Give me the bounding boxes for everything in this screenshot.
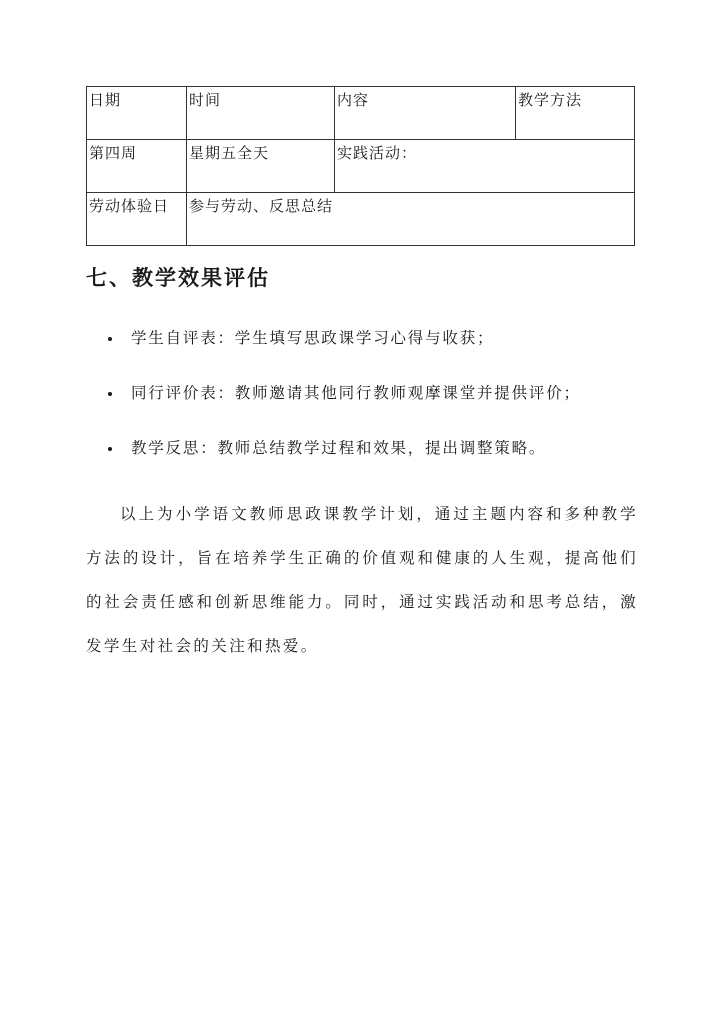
list-item [100, 381, 581, 436]
evaluation-list [100, 326, 581, 491]
table-cell: 内容 [335, 87, 516, 140]
table-cell: 日期 [87, 87, 187, 140]
bullet-icon [108, 337, 112, 341]
list-item-text: 教学反思：教师总结教学过程和效果，提出调整策略。 [131, 439, 547, 457]
list-item [100, 326, 581, 381]
table-cell: 实践活动： [335, 140, 635, 193]
bullet-icon [108, 447, 112, 451]
list-item [100, 436, 581, 491]
table-cell: 教学方法 [516, 87, 635, 140]
table-cell: 参与劳动、反思总结 [187, 193, 635, 246]
conclusion-paragraph: 以上为小学语文教师思政课教学计划，通过主题内容和多种教学方法的设计，旨在培养学生正确的价值观和健康的人生观，提高他们的社会责任感和创新思维能力。同时，通过实践活动和思考总结，激发学生对社会的关注和热爱。 [86, 505, 638, 655]
section-heading: 七、教学效果评估 [86, 265, 270, 290]
table-row [87, 193, 635, 246]
table-cell: 时间 [187, 87, 335, 140]
list-item-text: 学生自评表：学生填写思政课学习心得与收获； [131, 329, 495, 347]
table-row [87, 140, 635, 193]
table-row [87, 87, 635, 140]
bullet-icon [108, 392, 112, 396]
table-cell: 第四周 [87, 140, 187, 193]
schedule-table [86, 86, 635, 246]
list-item-text: 同行评价表：教师邀请其他同行教师观摩课堂并提供评价； [131, 384, 581, 402]
table-cell: 星期五全天 [187, 140, 335, 193]
table-cell: 劳动体验日 [87, 193, 187, 246]
